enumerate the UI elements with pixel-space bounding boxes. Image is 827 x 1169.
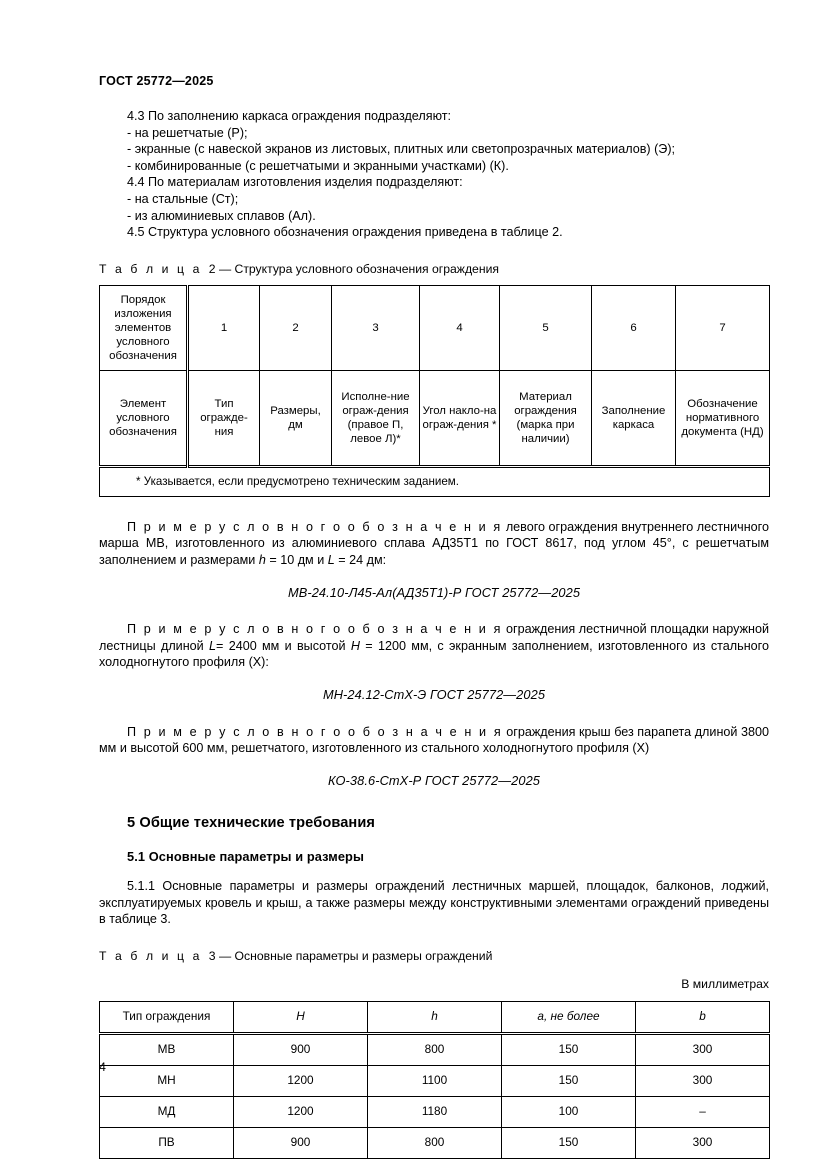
clause-4-3-intro: 4.3 По заполнению каркаса ограждения подразделяют: <box>127 109 451 123</box>
table-2-body-cell: Материал ограждения (марка при наличии) <box>500 370 592 466</box>
clause-4-3-item-1: - на решетчатые (Р); <box>127 125 248 140</box>
clause-4-4-item-2: - из алюминиевых сплавов (Ал). <box>127 208 316 223</box>
example-1-paragraph <box>99 519 769 569</box>
table-3-cell: 1200 <box>234 1096 368 1127</box>
table-2-caption <box>99 261 769 277</box>
table-2-header-cell: 1 <box>188 285 260 370</box>
table-3-cell: ПВ <box>100 1127 234 1158</box>
table-2-header-row <box>100 285 770 370</box>
table-3-cell: 150 <box>502 1127 636 1158</box>
example-1-code: МВ-24.10-Л45-Ал(АД35Т1)-Р ГОСТ 25772—2025 <box>287 584 581 600</box>
table-3-caption-dash: — <box>218 949 232 964</box>
clause-4-4-intro: 4.4 По материалам изготовления изделия подразделяют: <box>127 175 463 190</box>
table-row <box>100 1065 770 1096</box>
example-2-lead: П р и м е р у с л о в н о г о о б о з н а ч е н и я <box>127 622 503 637</box>
table-3-caption-title: Основные параметры и размеры ограждений <box>234 949 493 964</box>
table-3-cell: 300 <box>636 1033 770 1065</box>
section-5-heading: 5 Общие технические требования <box>127 815 376 832</box>
table-2-header-cell: Порядок изложения элементов условного обозначения <box>100 285 188 370</box>
example-3-paragraph <box>99 724 769 757</box>
table-3-cell: 900 <box>234 1033 368 1065</box>
table-3-cell: МВ <box>100 1033 234 1065</box>
table-3-cell: 1200 <box>234 1065 368 1096</box>
clause-4-3-item-2: - экранные (с навеской экранов из листовых, плитных или светопрозрачных материалов) (Э); <box>127 142 676 157</box>
table-2-body-cell: Исполне-ние ограж-дения (правое П, левое Л)* <box>332 370 420 466</box>
table-2-body-cell: Размеры, дм <box>260 370 332 466</box>
table-2-header-cell: 7 <box>676 285 770 370</box>
table-3-cell: 900 <box>234 1127 368 1158</box>
table-2-body-cell: Тип огражде-ния <box>188 370 260 466</box>
table-3-cell: 150 <box>502 1033 636 1065</box>
table-2-body-cell: Обозначение нормативного документа (НД) <box>676 370 770 466</box>
table-3-header-cell: h <box>368 1001 502 1033</box>
table-2-caption-label: Т а б л и ц а <box>99 261 202 276</box>
clause-4-3-item-3: - комбинированные (с решетчатыми и экранными участками) (К). <box>127 158 509 173</box>
table-2-caption-title: Структура условного обозначения ограждения <box>234 261 499 276</box>
table-2-header-cell: 3 <box>332 285 420 370</box>
table-2-caption-dash: — <box>218 261 232 276</box>
clause-4-5: 4.5 Структура условного обозначения ограждения приведена в таблице 2. <box>127 225 563 240</box>
clause-4-4-item-1: - на стальные (Ст); <box>127 191 239 206</box>
example-1-text: левого ограждения внутреннего лестничного марша МВ, изготовленного из алюминиевого сплава АД35Т1 по ГОСТ 8617, под углом 45°, с решетчатым заполнением и размерами h = 10 дм и L = 24 дм: <box>99 519 769 567</box>
table-2-footnote: * Указывается, если предусмотрено техническим заданием. <box>100 466 770 496</box>
table-3-cell: 800 <box>368 1033 502 1065</box>
table-3-cell: МД <box>100 1096 234 1127</box>
table-row <box>100 1127 770 1158</box>
table-3-cell: – <box>636 1096 770 1127</box>
example-2-text: ограждения лестничной площадки наружной лестницы длиной L= 2400 мм и высотой H = 1200 мм, с экранным заполнением, изготовленного из стального холодногнутого профиля (Х): <box>99 622 770 670</box>
table-row <box>100 1033 770 1065</box>
table-3-cell: 300 <box>636 1127 770 1158</box>
clause-5-1-1: 5.1.1 Основные параметры и размеры ограждений лестничных маршей, площадок, балконов, лоджий, эксплуатируемых кровель и крыш, а также размеры между конструктивными элементами ограждений приведены в таблице 3. <box>99 879 769 927</box>
page-number: 4 <box>99 1060 106 1074</box>
table-3-caption-number: 3 <box>208 949 216 964</box>
table-3-units-note: В миллиметрах <box>681 977 769 992</box>
example-3-text: ограждения крыш без парапета длиной 3800 мм и высотой 600 мм, решетчатого, изготовленного из стального холодногнутого профиля (Х) <box>99 724 769 756</box>
table-2 <box>99 285 770 497</box>
example-3-code: КО-38.6-СтХ-Р ГОСТ 25772—2025 <box>328 772 540 788</box>
table-3-header-row <box>100 1001 770 1033</box>
table-row <box>100 1096 770 1127</box>
example-3-lead: П р и м е р у с л о в н о г о о б о з н а ч е н и я <box>127 724 503 739</box>
table-3-header-cell: Тип ограждения <box>100 1001 234 1033</box>
table-2-body-cell: Элемент условного обозначения <box>100 370 188 466</box>
table-3-caption <box>99 948 769 964</box>
table-2-header-cell: 6 <box>592 285 676 370</box>
table-3-cell: МН <box>100 1065 234 1096</box>
table-2-body-cell: Угол накло-на ограж-дения * <box>420 370 500 466</box>
section-5-1-heading: 5.1 Основные параметры и размеры <box>127 849 365 865</box>
table-2-footnote-row <box>100 466 770 496</box>
table-3-cell: 800 <box>368 1127 502 1158</box>
table-2-header-cell: 5 <box>500 285 592 370</box>
table-2-header-cell: 2 <box>260 285 332 370</box>
table-3-header-cell: H <box>234 1001 368 1033</box>
table-3-cell: 1100 <box>368 1065 502 1096</box>
table-3-cell: 1180 <box>368 1096 502 1127</box>
table-3-cell: 150 <box>502 1065 636 1096</box>
table-2-body-row <box>100 370 770 466</box>
table-2-header-cell: 4 <box>420 285 500 370</box>
example-2-code: МН-24.12-СтХ-Э ГОСТ 25772—2025 <box>322 686 546 702</box>
table-3-caption-label: Т а б л и ц а <box>99 949 202 964</box>
table-2-caption-number: 2 <box>208 261 216 276</box>
page-content <box>99 108 769 1159</box>
example-1-lead: П р и м е р у с л о в н о г о о б о з н а ч е н и я <box>127 519 503 534</box>
table-3-cell: 100 <box>502 1096 636 1127</box>
running-head: ГОСТ 25772—2025 <box>99 74 214 88</box>
table-3-header-cell: b <box>636 1001 770 1033</box>
example-2-paragraph <box>99 621 769 671</box>
table-3-header-cell: a, не более <box>502 1001 636 1033</box>
table-3 <box>99 1001 770 1159</box>
table-3-cell: 300 <box>636 1065 770 1096</box>
table-2-body-cell: Заполнение каркаса <box>592 370 676 466</box>
